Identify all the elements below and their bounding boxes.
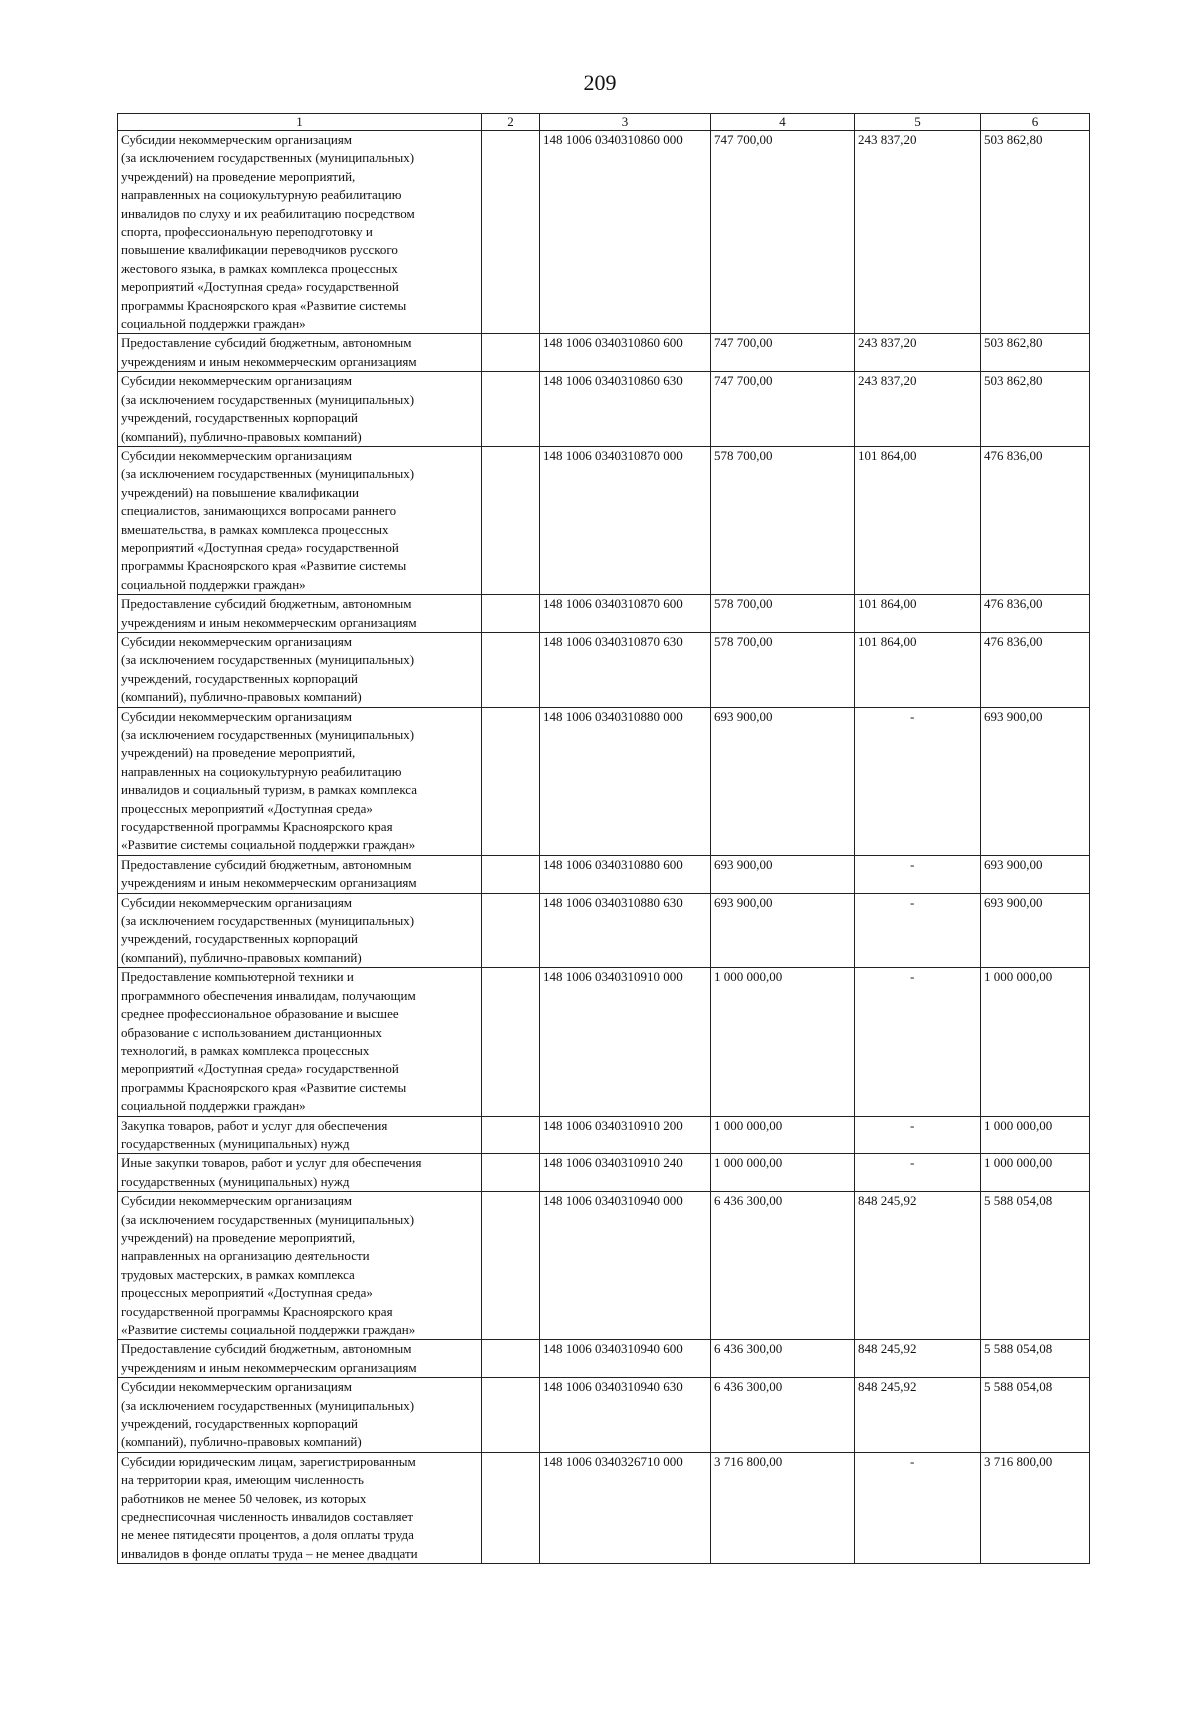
table-row bbox=[118, 446, 1090, 594]
description-line: (за исключением государственных (муниципальных) bbox=[121, 1211, 415, 1227]
description-line: не менее пятидесяти процентов, а доля оплаты труда bbox=[121, 1527, 414, 1543]
row-description bbox=[118, 1192, 482, 1340]
description-line: учреждений) на проведение мероприятий, bbox=[121, 168, 356, 184]
row-description bbox=[118, 1452, 482, 1563]
amount-column-5: 848 245,92 bbox=[855, 1378, 981, 1453]
amount-column-4: 6 436 300,00 bbox=[711, 1340, 855, 1378]
description-line: (за исключением государственных (муниципальных) bbox=[121, 1397, 415, 1413]
table-row bbox=[118, 1340, 1090, 1378]
amount-column-5: - bbox=[855, 1154, 981, 1192]
description-line: (за исключением государственных (муниципальных) bbox=[121, 466, 415, 482]
row-description bbox=[118, 855, 482, 893]
table-row bbox=[118, 632, 1090, 707]
amount-column-5: - bbox=[855, 893, 981, 968]
column-2-cell bbox=[482, 372, 540, 447]
description-line: Субсидии некоммерческим организациям bbox=[121, 447, 353, 463]
budget-code: 148 1006 0340326710 000 bbox=[540, 1452, 711, 1563]
description-line: процессных мероприятий «Доступная среда» bbox=[121, 1285, 373, 1301]
amount-column-6: 3 716 800,00 bbox=[981, 1452, 1090, 1563]
row-description bbox=[118, 1154, 482, 1192]
amount-column-6: 5 588 054,08 bbox=[981, 1340, 1090, 1378]
amount-column-6: 693 900,00 bbox=[981, 893, 1090, 968]
description-line: инвалидов и социальный туризм, в рамках комплекса bbox=[121, 782, 418, 798]
description-line: жестового языка, в рамках комплекса процессных bbox=[121, 260, 398, 276]
amount-column-6: 476 836,00 bbox=[981, 446, 1090, 594]
description-line: «Развитие системы социальной поддержки граждан» bbox=[121, 1322, 416, 1337]
amount-column-6: 1 000 000,00 bbox=[981, 1116, 1090, 1154]
description-line: среднее профессиональное образование и высшее bbox=[121, 1006, 399, 1022]
description-line: (компаний), публично-правовых компаний) bbox=[121, 1434, 362, 1450]
description-line: процессных мероприятий «Доступная среда» bbox=[121, 800, 373, 816]
table-row bbox=[118, 893, 1090, 968]
budget-code: 148 1006 0340310870 600 bbox=[540, 595, 711, 633]
page-number: 209 bbox=[583, 70, 617, 95]
column-2-cell bbox=[482, 893, 540, 968]
column-2-cell bbox=[482, 334, 540, 372]
amount-column-4: 6 436 300,00 bbox=[711, 1378, 855, 1453]
budget-code: 148 1006 0340310910 240 bbox=[540, 1154, 711, 1192]
column-2-cell bbox=[482, 446, 540, 594]
description-line: работников не менее 50 человек, из которых bbox=[121, 1490, 367, 1506]
description-line: трудовых мастерских, в рамках комплекса bbox=[121, 1266, 355, 1282]
row-description bbox=[118, 893, 482, 968]
amount-column-6: 693 900,00 bbox=[981, 707, 1090, 855]
description-line: Субсидии некоммерческим организациям bbox=[121, 894, 353, 910]
amount-column-6: 503 862,80 bbox=[981, 334, 1090, 372]
description-line: учреждений) на проведение мероприятий, bbox=[121, 745, 356, 761]
description-line: Предоставление субсидий бюджетным, автономным bbox=[121, 1341, 412, 1357]
description-line: государственной программы Красноярского края bbox=[121, 1303, 393, 1319]
column-2-cell bbox=[482, 1340, 540, 1378]
row-description bbox=[118, 334, 482, 372]
amount-column-5: 243 837,20 bbox=[855, 131, 981, 334]
description-line: Субсидии некоммерческим организациям bbox=[121, 132, 353, 147]
amount-column-4: 6 436 300,00 bbox=[711, 1192, 855, 1340]
description-line: (компаний), публично-правовых компаний) bbox=[121, 689, 362, 705]
description-line: спорта, профессиональную переподготовку и bbox=[121, 224, 373, 240]
column-2-cell bbox=[482, 855, 540, 893]
description-line: «Развитие системы социальной поддержки граждан» bbox=[121, 837, 416, 853]
description-line: учреждений) на повышение квалификации bbox=[121, 484, 359, 500]
description-line: (за исключением государственных (муниципальных) bbox=[121, 727, 415, 742]
table-header-row bbox=[118, 114, 1090, 131]
budget-code: 148 1006 0340310870 000 bbox=[540, 446, 711, 594]
column-2-cell bbox=[482, 1378, 540, 1453]
budget-code: 148 1006 0340310940 630 bbox=[540, 1378, 711, 1453]
description-line: повышение квалификации переводчиков русского bbox=[121, 242, 398, 258]
amount-column-4: 578 700,00 bbox=[711, 446, 855, 594]
description-line: специалистов, занимающихся вопросами раннего bbox=[121, 503, 397, 519]
description-line: (за исключением государственных (муниципальных) bbox=[121, 652, 415, 668]
description-line: Субсидии некоммерческим организациям bbox=[121, 1193, 353, 1209]
amount-column-6: 5 588 054,08 bbox=[981, 1192, 1090, 1340]
budget-code: 148 1006 0340310940 000 bbox=[540, 1192, 711, 1340]
column-2-cell bbox=[482, 1116, 540, 1154]
description-line: учреждений) на проведение мероприятий, bbox=[121, 1229, 356, 1245]
row-description bbox=[118, 968, 482, 1116]
column-2-cell bbox=[482, 968, 540, 1116]
description-line: Субсидии некоммерческим организациям bbox=[121, 373, 353, 389]
description-line: учреждениям и иным некоммерческим организациям bbox=[121, 614, 417, 630]
description-line: Предоставление субсидий бюджетным, автономным bbox=[121, 596, 412, 612]
column-2-cell bbox=[482, 1452, 540, 1563]
description-line: направленных на организацию деятельности bbox=[121, 1248, 370, 1264]
description-line: социальной поддержки граждан» bbox=[121, 316, 306, 332]
column-2-cell bbox=[482, 595, 540, 633]
description-line: учреждениям и иным некоммерческим организациям bbox=[121, 353, 417, 369]
column-header: 3 bbox=[540, 114, 711, 131]
table-row bbox=[118, 131, 1090, 334]
amount-column-6: 5 588 054,08 bbox=[981, 1378, 1090, 1453]
column-2-cell bbox=[482, 632, 540, 707]
amount-column-4: 693 900,00 bbox=[711, 893, 855, 968]
amount-column-6: 503 862,80 bbox=[981, 372, 1090, 447]
row-description bbox=[118, 632, 482, 707]
table-row bbox=[118, 334, 1090, 372]
column-header: 5 bbox=[855, 114, 981, 131]
description-line: инвалидов в фонде оплаты труда – не менее двадцати bbox=[121, 1545, 418, 1561]
column-2-cell bbox=[482, 707, 540, 855]
column-header: 6 bbox=[981, 114, 1090, 131]
description-line: среднесписочная численность инвалидов составляет bbox=[121, 1509, 414, 1525]
amount-column-4: 747 700,00 bbox=[711, 372, 855, 447]
amount-column-5: - bbox=[855, 855, 981, 893]
row-description bbox=[118, 1378, 482, 1453]
description-line: учреждениям и иным некоммерческим организациям bbox=[121, 1359, 417, 1375]
description-line: Субсидии некоммерческим организациям bbox=[121, 708, 353, 724]
description-line: вмешательства, в рамках комплекса процессных bbox=[121, 521, 389, 537]
amount-column-4: 747 700,00 bbox=[711, 131, 855, 334]
description-line: социальной поддержки граждан» bbox=[121, 1098, 306, 1114]
description-line: мероприятий «Доступная среда» государственной bbox=[121, 539, 399, 555]
budget-code: 148 1006 0340310860 600 bbox=[540, 334, 711, 372]
description-line: государственной программы Красноярского края bbox=[121, 819, 393, 835]
amount-column-4: 578 700,00 bbox=[711, 632, 855, 707]
amount-column-4: 747 700,00 bbox=[711, 334, 855, 372]
row-description bbox=[118, 595, 482, 633]
description-line: направленных на социокультурную реабилитацию bbox=[121, 763, 402, 779]
amount-column-5: - bbox=[855, 707, 981, 855]
amount-column-4: 1 000 000,00 bbox=[711, 1154, 855, 1192]
table-row bbox=[118, 1378, 1090, 1453]
table-row bbox=[118, 1116, 1090, 1154]
budget-code: 148 1006 0340310880 600 bbox=[540, 855, 711, 893]
amount-column-6: 503 862,80 bbox=[981, 131, 1090, 334]
budget-code: 148 1006 0340310870 630 bbox=[540, 632, 711, 707]
budget-table bbox=[117, 113, 1090, 1564]
description-line: программы Красноярского края «Развитие системы bbox=[121, 558, 407, 574]
description-line: Субсидии юридическим лицам, зарегистрированным bbox=[121, 1453, 416, 1469]
description-line: программы Красноярского края «Развитие системы bbox=[121, 297, 407, 313]
table-row bbox=[118, 968, 1090, 1116]
description-line: Предоставление компьютерной техники и bbox=[121, 969, 354, 985]
description-line: государственных (муниципальных) нужд bbox=[121, 1173, 350, 1189]
description-line: государственных (муниципальных) нужд bbox=[121, 1135, 350, 1151]
description-line: образование с использованием дистанционных bbox=[121, 1024, 382, 1040]
description-line: (за исключением государственных (муниципальных) bbox=[121, 150, 415, 166]
description-line: учреждений, государственных корпораций bbox=[121, 410, 358, 426]
description-line: учреждений, государственных корпораций bbox=[121, 931, 358, 947]
budget-code: 148 1006 0340310880 630 bbox=[540, 893, 711, 968]
amount-column-5: - bbox=[855, 968, 981, 1116]
description-line: программы Красноярского края «Развитие системы bbox=[121, 1079, 407, 1095]
table-row bbox=[118, 595, 1090, 633]
description-line: Предоставление субсидий бюджетным, автономным bbox=[121, 335, 412, 351]
amount-column-5: 848 245,92 bbox=[855, 1340, 981, 1378]
description-line: Иные закупки товаров, работ и услуг для обеспечения bbox=[121, 1155, 422, 1171]
description-line: Предоставление субсидий бюджетным, автономным bbox=[121, 856, 412, 872]
table-row bbox=[118, 1192, 1090, 1340]
amount-column-4: 578 700,00 bbox=[711, 595, 855, 633]
budget-code: 148 1006 0340310940 600 bbox=[540, 1340, 711, 1378]
description-line: Закупка товаров, работ и услуг для обеспечения bbox=[121, 1117, 388, 1133]
amount-column-6: 476 836,00 bbox=[981, 595, 1090, 633]
budget-code: 148 1006 0340310910 000 bbox=[540, 968, 711, 1116]
amount-column-5: - bbox=[855, 1116, 981, 1154]
budget-code: 148 1006 0340310860 000 bbox=[540, 131, 711, 334]
amount-column-5: 243 837,20 bbox=[855, 334, 981, 372]
row-description bbox=[118, 1116, 482, 1154]
amount-column-5: 101 864,00 bbox=[855, 632, 981, 707]
column-2-cell bbox=[482, 1154, 540, 1192]
table-row bbox=[118, 1452, 1090, 1563]
table-row bbox=[118, 1154, 1090, 1192]
table-row bbox=[118, 707, 1090, 855]
row-description bbox=[118, 446, 482, 594]
description-line: на территории края, имеющим численность bbox=[121, 1472, 364, 1488]
amount-column-5: 848 245,92 bbox=[855, 1192, 981, 1340]
description-line: учреждений, государственных корпораций bbox=[121, 1416, 358, 1432]
description-line: (за исключением государственных (муниципальных) bbox=[121, 391, 415, 407]
description-line: (компаний), публично-правовых компаний) bbox=[121, 428, 362, 444]
description-line: направленных на социокультурную реабилитацию bbox=[121, 187, 402, 203]
amount-column-5: 243 837,20 bbox=[855, 372, 981, 447]
amount-column-6: 476 836,00 bbox=[981, 632, 1090, 707]
table-body bbox=[118, 131, 1090, 1564]
description-line: учреждений, государственных корпораций bbox=[121, 670, 358, 686]
row-description bbox=[118, 707, 482, 855]
description-line: социальной поддержки граждан» bbox=[121, 576, 306, 592]
amount-column-4: 1 000 000,00 bbox=[711, 968, 855, 1116]
description-line: Субсидии некоммерческим организациям bbox=[121, 1379, 353, 1395]
budget-code: 148 1006 0340310860 630 bbox=[540, 372, 711, 447]
column-header: 4 bbox=[711, 114, 855, 131]
budget-code: 148 1006 0340310910 200 bbox=[540, 1116, 711, 1154]
column-2-cell bbox=[482, 131, 540, 334]
description-line: инвалидов по слуху и их реабилитацию посредством bbox=[121, 205, 415, 221]
table-row bbox=[118, 855, 1090, 893]
description-line: мероприятий «Доступная среда» государственной bbox=[121, 1061, 399, 1077]
amount-column-5: 101 864,00 bbox=[855, 595, 981, 633]
column-2-cell bbox=[482, 1192, 540, 1340]
description-line: программного обеспечения инвалидам, получающим bbox=[121, 987, 416, 1003]
budget-code: 148 1006 0340310880 000 bbox=[540, 707, 711, 855]
amount-column-5: - bbox=[855, 1452, 981, 1563]
amount-column-4: 1 000 000,00 bbox=[711, 1116, 855, 1154]
description-line: (за исключением государственных (муниципальных) bbox=[121, 913, 415, 929]
description-line: учреждениям и иным некоммерческим организациям bbox=[121, 875, 417, 891]
amount-column-4: 693 900,00 bbox=[711, 707, 855, 855]
column-header: 1 bbox=[118, 114, 482, 131]
description-line: технологий, в рамках комплекса процессных bbox=[121, 1042, 370, 1058]
amount-column-6: 1 000 000,00 bbox=[981, 968, 1090, 1116]
amount-column-5: 101 864,00 bbox=[855, 446, 981, 594]
description-line: (компаний), публично-правовых компаний) bbox=[121, 949, 362, 965]
row-description bbox=[118, 1340, 482, 1378]
amount-column-4: 3 716 800,00 bbox=[711, 1452, 855, 1563]
amount-column-6: 1 000 000,00 bbox=[981, 1154, 1090, 1192]
row-description bbox=[118, 131, 482, 334]
description-line: Субсидии некоммерческим организациям bbox=[121, 633, 353, 649]
amount-column-6: 693 900,00 bbox=[981, 855, 1090, 893]
description-line: мероприятий «Доступная среда» государственной bbox=[121, 279, 399, 295]
row-description bbox=[118, 372, 482, 447]
column-header: 2 bbox=[482, 114, 540, 131]
table-row bbox=[118, 372, 1090, 447]
amount-column-4: 693 900,00 bbox=[711, 855, 855, 893]
